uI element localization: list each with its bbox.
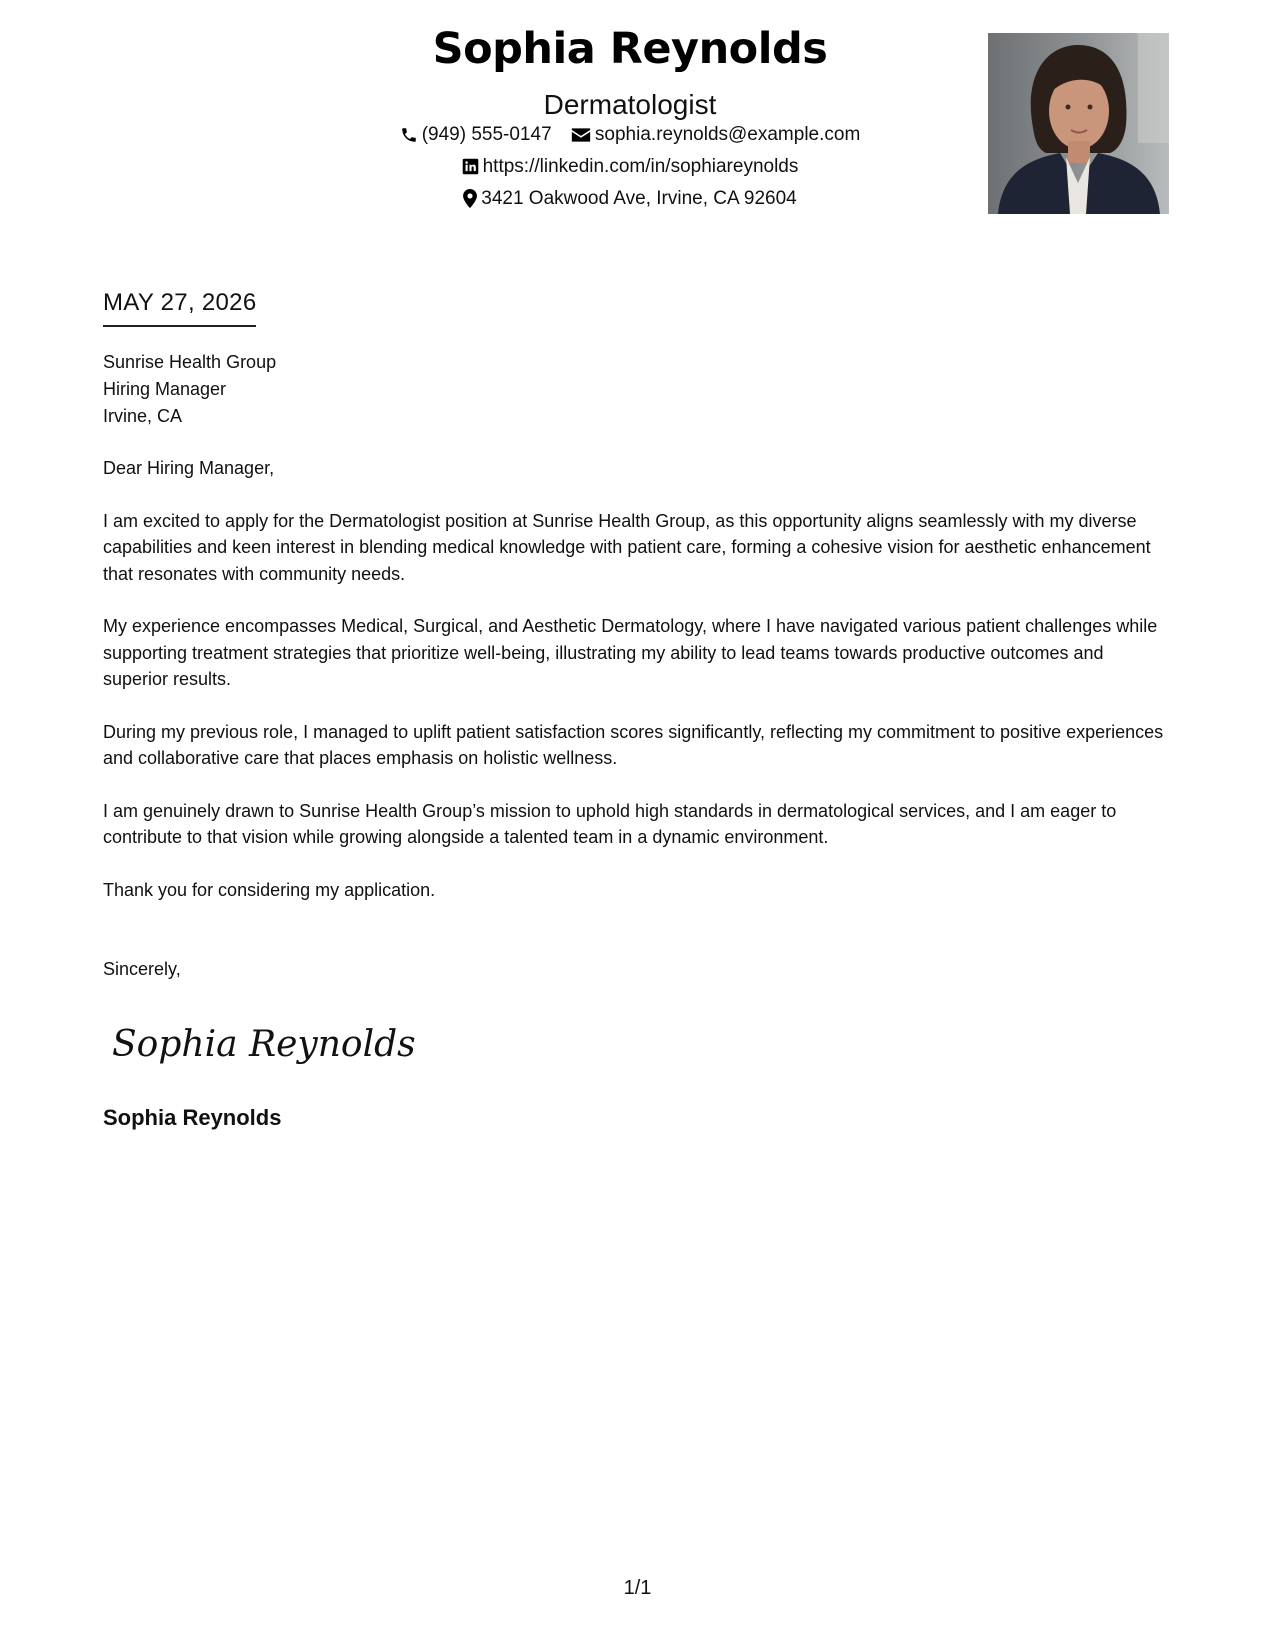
street-address: 3421 Oakwood Ave, Irvine, CA 92604 bbox=[481, 188, 797, 209]
linkedin-url[interactable]: https://linkedin.com/in/sophiareynolds bbox=[482, 156, 799, 177]
recipient-company: Sunrise Health Group bbox=[103, 352, 277, 372]
letter-date-block bbox=[103, 289, 256, 327]
recipient-block bbox=[103, 349, 276, 430]
email-address[interactable]: sophia.reynolds@example.com bbox=[594, 124, 861, 145]
body-paragraph: Thank you for considering my application. bbox=[103, 879, 436, 900]
envelope-icon bbox=[571, 124, 591, 146]
body-paragraph: My experience encompasses Medical, Surgical, and Aesthetic Dermatology, where I have navigated various patient challenges while supporting treatment strategies that prioritize well-being, illustrating my ability to lead teams towards productive outcomes and superior results. bbox=[103, 616, 1158, 689]
closing: Sincerely, bbox=[103, 959, 181, 979]
handwritten-signature bbox=[110, 1012, 416, 1077]
address-contact bbox=[463, 188, 796, 210]
email-contact bbox=[571, 124, 860, 146]
salutation: Dear Hiring Manager, bbox=[103, 458, 275, 478]
phone-icon bbox=[400, 124, 418, 146]
recipient-location: Irvine, CA bbox=[103, 406, 183, 426]
linkedin-icon bbox=[462, 156, 479, 178]
body-paragraph: I am excited to apply for the Dermatologist position at Sunrise Health Group, as this opportunity aligns seamlessly with my diverse capabilities and keen interest in blending medical knowledge with patient care, forming a cohesive vision for aesthetic enhancement that resonates with community needs. bbox=[103, 510, 1151, 584]
profile-photo bbox=[988, 33, 1169, 214]
applicant-name: Sophia Reynolds bbox=[432, 24, 828, 74]
page-number: 1/1 bbox=[623, 1577, 652, 1599]
signature-script-text: Sophia Reynolds bbox=[112, 1024, 416, 1065]
signature-name: Sophia Reynolds bbox=[103, 1105, 282, 1130]
recipient-title: Hiring Manager bbox=[103, 379, 227, 399]
body-paragraph: I am genuinely drawn to Sunrise Health Group’s mission to uphold high standards in dermatological services, and I am eager to contribute to that vision while growing alongside a talented team in a dynamic environment. bbox=[103, 800, 1117, 847]
phone-contact bbox=[400, 124, 552, 146]
letter-date: MAY 27, 2026 bbox=[103, 289, 256, 327]
body-paragraph: During my previous role, I managed to uplift patient satisfaction scores significantly, reflecting my commitment to positive experiences and collaborative care that places emphasis on holistic wellness. bbox=[103, 721, 1164, 768]
map-pin-icon bbox=[463, 188, 477, 210]
letter-body bbox=[103, 455, 1173, 929]
phone-number: (949) 555-0147 bbox=[421, 124, 552, 145]
linkedin-contact bbox=[462, 156, 799, 178]
applicant-role: Dermatologist bbox=[543, 89, 717, 120]
